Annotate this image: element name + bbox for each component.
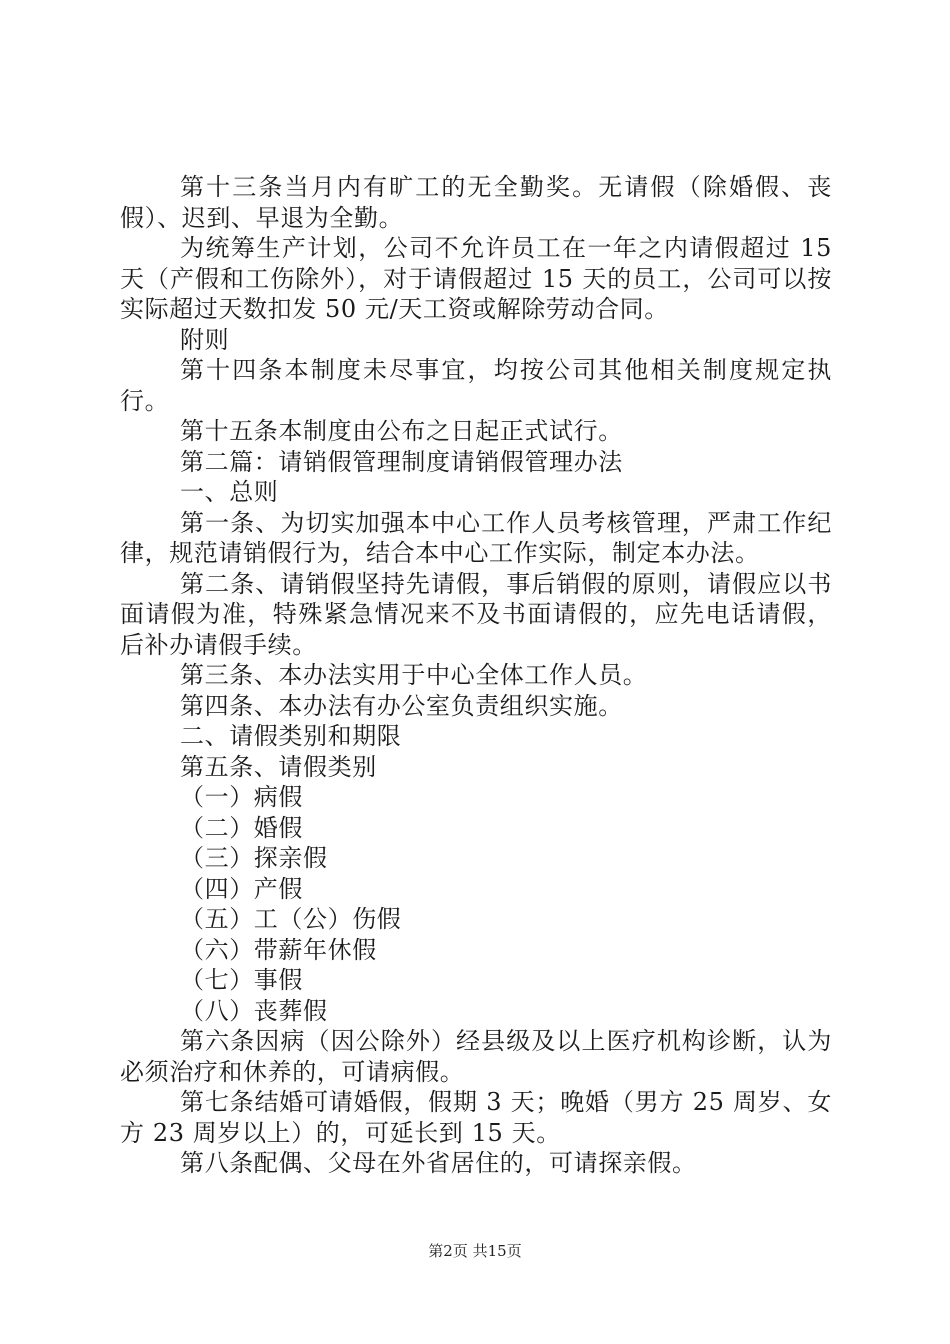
paragraph-leave-limit: 为统筹生产计划，公司不允许员工在一年之内请假超过 15 天（产假和工伤除外），对于请假超过 15 天的员工，公司可以按实际超过天数扣发 50 元/天工资或解除劳动合同。	[120, 234, 832, 323]
paragraph-article-14: 第十四条本制度未尽事宜，均按公司其他相关制度规定执行。	[120, 356, 832, 415]
paragraph-article-3: 第三条、本办法实用于中心全体工作人员。	[180, 661, 648, 689]
list-item-injury-leave: （五）工（公）伤假	[180, 905, 402, 933]
paragraph-article-6: 第六条因病（因公除外）经县级及以上医疗机构诊断，认为必须治疗和休养的，可请病假。	[120, 1027, 832, 1086]
list-item-funeral-leave: （八）丧葬假	[180, 996, 328, 1025]
heading-part-two: 第二篇：请销假管理制度请销假管理办法	[180, 447, 623, 476]
list-item-annual-leave: （六）带薪年休假	[180, 935, 377, 964]
document-body	[120, 172, 832, 1179]
paragraph-article-5: 第五条、请假类别	[180, 752, 377, 781]
paragraph-article-2: 第二条、请销假坚持先请假，事后销假的原则，请假应以书面请假为准，特殊紧急情况来不及书面请假的，应先电话请假，后补办请假手续。	[120, 569, 832, 659]
list-item-personal-leave: （七）事假	[180, 966, 303, 994]
heading-supplementary: 附则	[180, 325, 230, 354]
list-item-maternity-leave: （四）产假	[180, 874, 303, 903]
paragraph-article-7: 第七条结婚可请婚假，假期 3 天；晚婚（男方 25 周岁、女方 23 周岁以上）的，可延长到 15 天。	[120, 1088, 832, 1147]
paragraph-article-4: 第四条、本办法有办公室负责组织实施。	[180, 691, 623, 720]
list-item-home-leave: （三）探亲假	[180, 844, 328, 872]
paragraph-article-1: 第一条、为切实加强本中心工作人员考核管理，严肃工作纪律，规范请销假行为，结合本中心工作实际，制定本办法。	[120, 508, 832, 567]
paragraph-article-8: 第八条配偶、父母在外省居住的，可请探亲假。	[180, 1149, 697, 1177]
paragraph-article-15: 第十五条本制度由公布之日起正式试行。	[180, 417, 623, 445]
paragraph-article-13: 第十三条当月内有旷工的无全勤奖。无请假（除婚假、丧假）、迟到、早退为全勤。	[120, 173, 832, 232]
list-item-marriage-leave: （二）婚假	[180, 813, 303, 842]
heading-leave-types: 二、请假类别和期限	[180, 722, 402, 750]
list-item-sick-leave: （一）病假	[180, 783, 303, 811]
heading-general-provisions: 一、总则	[180, 478, 279, 506]
page-footer: 第2页 共15页	[428, 1242, 522, 1260]
